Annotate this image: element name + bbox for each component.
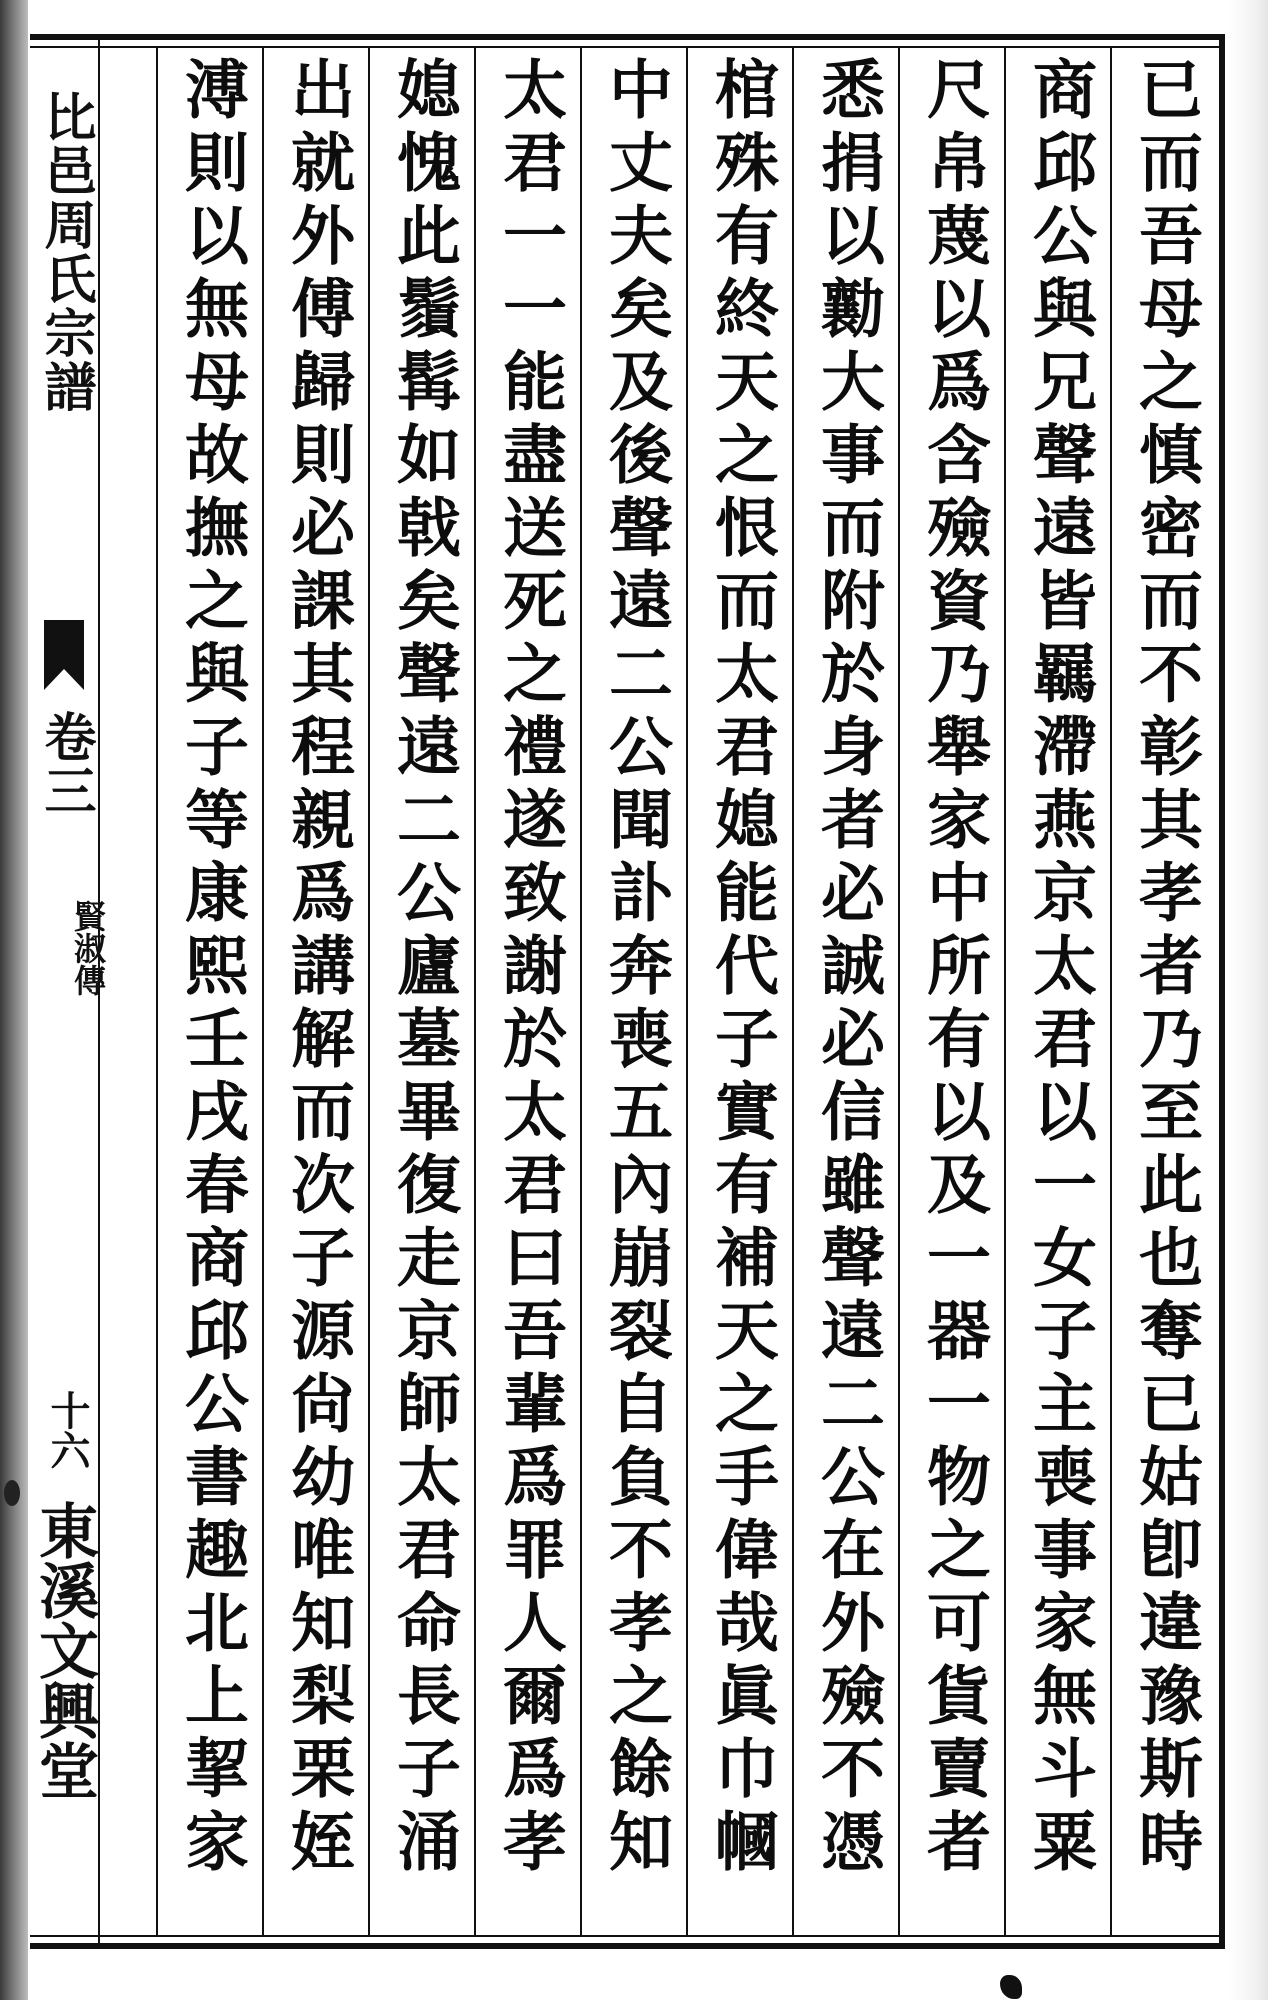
volume-label: 卷三 (35, 710, 96, 818)
text-column-8 (368, 48, 474, 1935)
hall-name: 東溪文興堂 (29, 1500, 99, 1800)
column-text: 出就外傅歸則必課其程親爲講解而次子源尙幼唯知梨栗姪 (280, 56, 355, 1881)
column-text: 媳愧此鬚髯如戟矣聲遠二公廬墓畢復走京師太君命長子涌 (386, 56, 461, 1881)
text-column-10 (156, 48, 262, 1935)
fishtail-mark-icon (44, 620, 84, 690)
column-text: 商邱公與兄聲遠皆羈滯燕京太君以一女子主喪事家無斗粟 (1022, 56, 1097, 1881)
column-text: 中丈夫矣及後聲遠二公聞訃奔喪五內崩裂自負不孝之餘知 (598, 56, 673, 1881)
text-column-7 (474, 48, 580, 1935)
fold-center-strip (29, 40, 107, 1945)
ink-blot (4, 1480, 20, 1506)
text-column-3 (898, 48, 1004, 1935)
section-label: 賢淑傳 (69, 900, 107, 996)
text-column-1 (1110, 48, 1216, 1935)
column-text: 棺殊有終天之恨而太君媳能代子實有補天之手偉哉眞巾幗 (704, 56, 779, 1881)
text-column-4 (792, 48, 898, 1935)
scan-shadow-left (0, 0, 28, 2000)
column-text: 溥則以無母故撫之與子等康熙壬戌春商邱公書趣北上挈家 (174, 56, 249, 1881)
leaf-number: 十六 (44, 1390, 91, 1470)
scan-shadow-right (1228, 0, 1268, 2000)
text-column-6 (580, 48, 686, 1935)
column-text: 太君一一能盡送死之禮遂致謝於太君曰吾輩爲罪人爾爲孝 (492, 56, 567, 1881)
genealogy-title: 比邑周氏宗譜 (35, 90, 96, 414)
column-text: 已而吾母之慎密而不彰其孝者乃至此也奪已姑卽違豫斯時 (1128, 56, 1203, 1881)
column-text: 尺帛蔑以爲含殮資乃舉家中所有以及一器一物之可貨賣者 (916, 56, 991, 1881)
ink-mark (1000, 1975, 1022, 1999)
text-column-5 (686, 48, 792, 1935)
text-column-9 (262, 48, 368, 1935)
text-column-2 (1004, 48, 1110, 1935)
inner-rule-bottom (30, 1935, 1219, 1937)
column-text: 悉捐以勷大事而附於身者必誠必信雖聲遠二公在外殮不憑 (810, 56, 885, 1881)
text-body (100, 48, 1222, 1935)
